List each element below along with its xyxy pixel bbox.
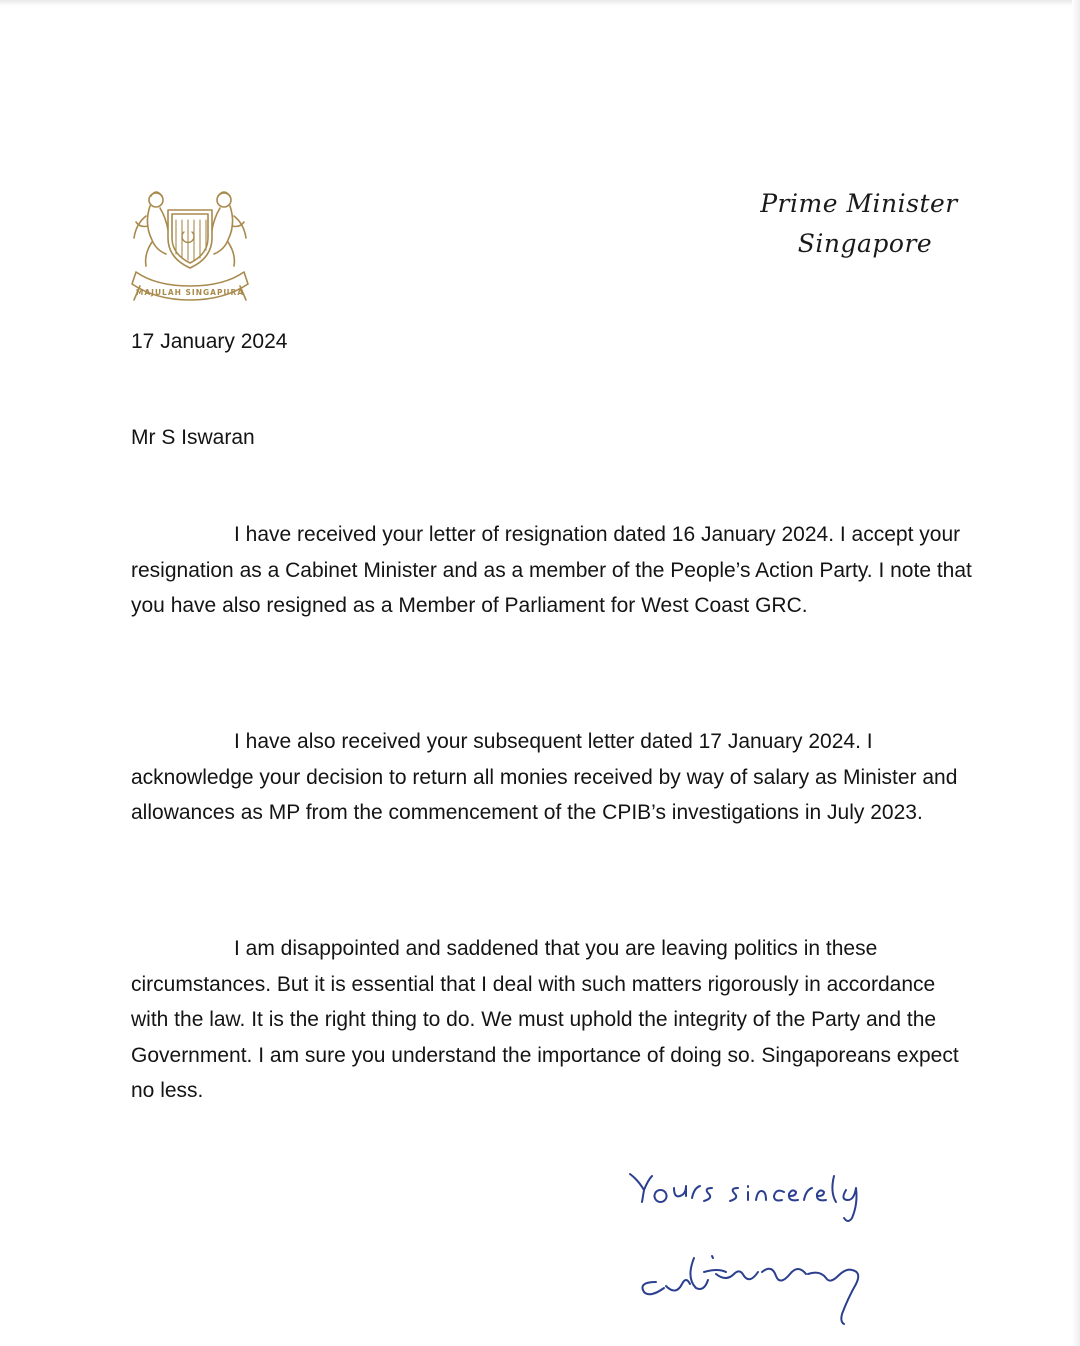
page-top-edge <box>0 0 1080 6</box>
coat-of-arms-emblem <box>126 186 254 304</box>
letter-paragraph <box>131 931 977 1109</box>
letter-paragraph <box>131 724 977 831</box>
letter-addressee: Mr S Iswaran <box>131 426 255 449</box>
page-right-edge <box>1072 0 1080 1346</box>
letterhead-title: Prime Minister <box>760 189 958 218</box>
svg-text:MAJULAH SINGAPURA: MAJULAH SINGAPURA <box>135 288 245 297</box>
paragraph-text: I have also received your subsequent letter dated 17 January 2024. I acknowledge your decision to return all monies received by way of salary as Minister and allowances as MP from the commencement of the CPIB’s investigations in July 2023. <box>131 730 958 825</box>
handwritten-signature <box>620 1162 920 1332</box>
paragraph-text: I have received your letter of resignation dated 16 January 2024. I accept your resignation as a Cabinet Minister and as a member of the People’s Action Party. I note that you have also resigned as a Member of Parliament for West Coast GRC. <box>131 523 972 618</box>
letter-date: 17 January 2024 <box>131 330 288 353</box>
letter-paragraph <box>131 517 977 624</box>
paragraph-text: I am disappointed and saddened that you are leaving politics in these circumstances. But it is essential that I deal with such matters rigorously in accordance with the law. It is the right thing to do. We must uphold the integrity of the Party and the Government. I am sure you understand the importance of doing so. Singaporeans expect no less. <box>131 937 959 1103</box>
letterhead-title-block <box>740 184 990 264</box>
letterhead-country: Singapore <box>797 229 933 258</box>
